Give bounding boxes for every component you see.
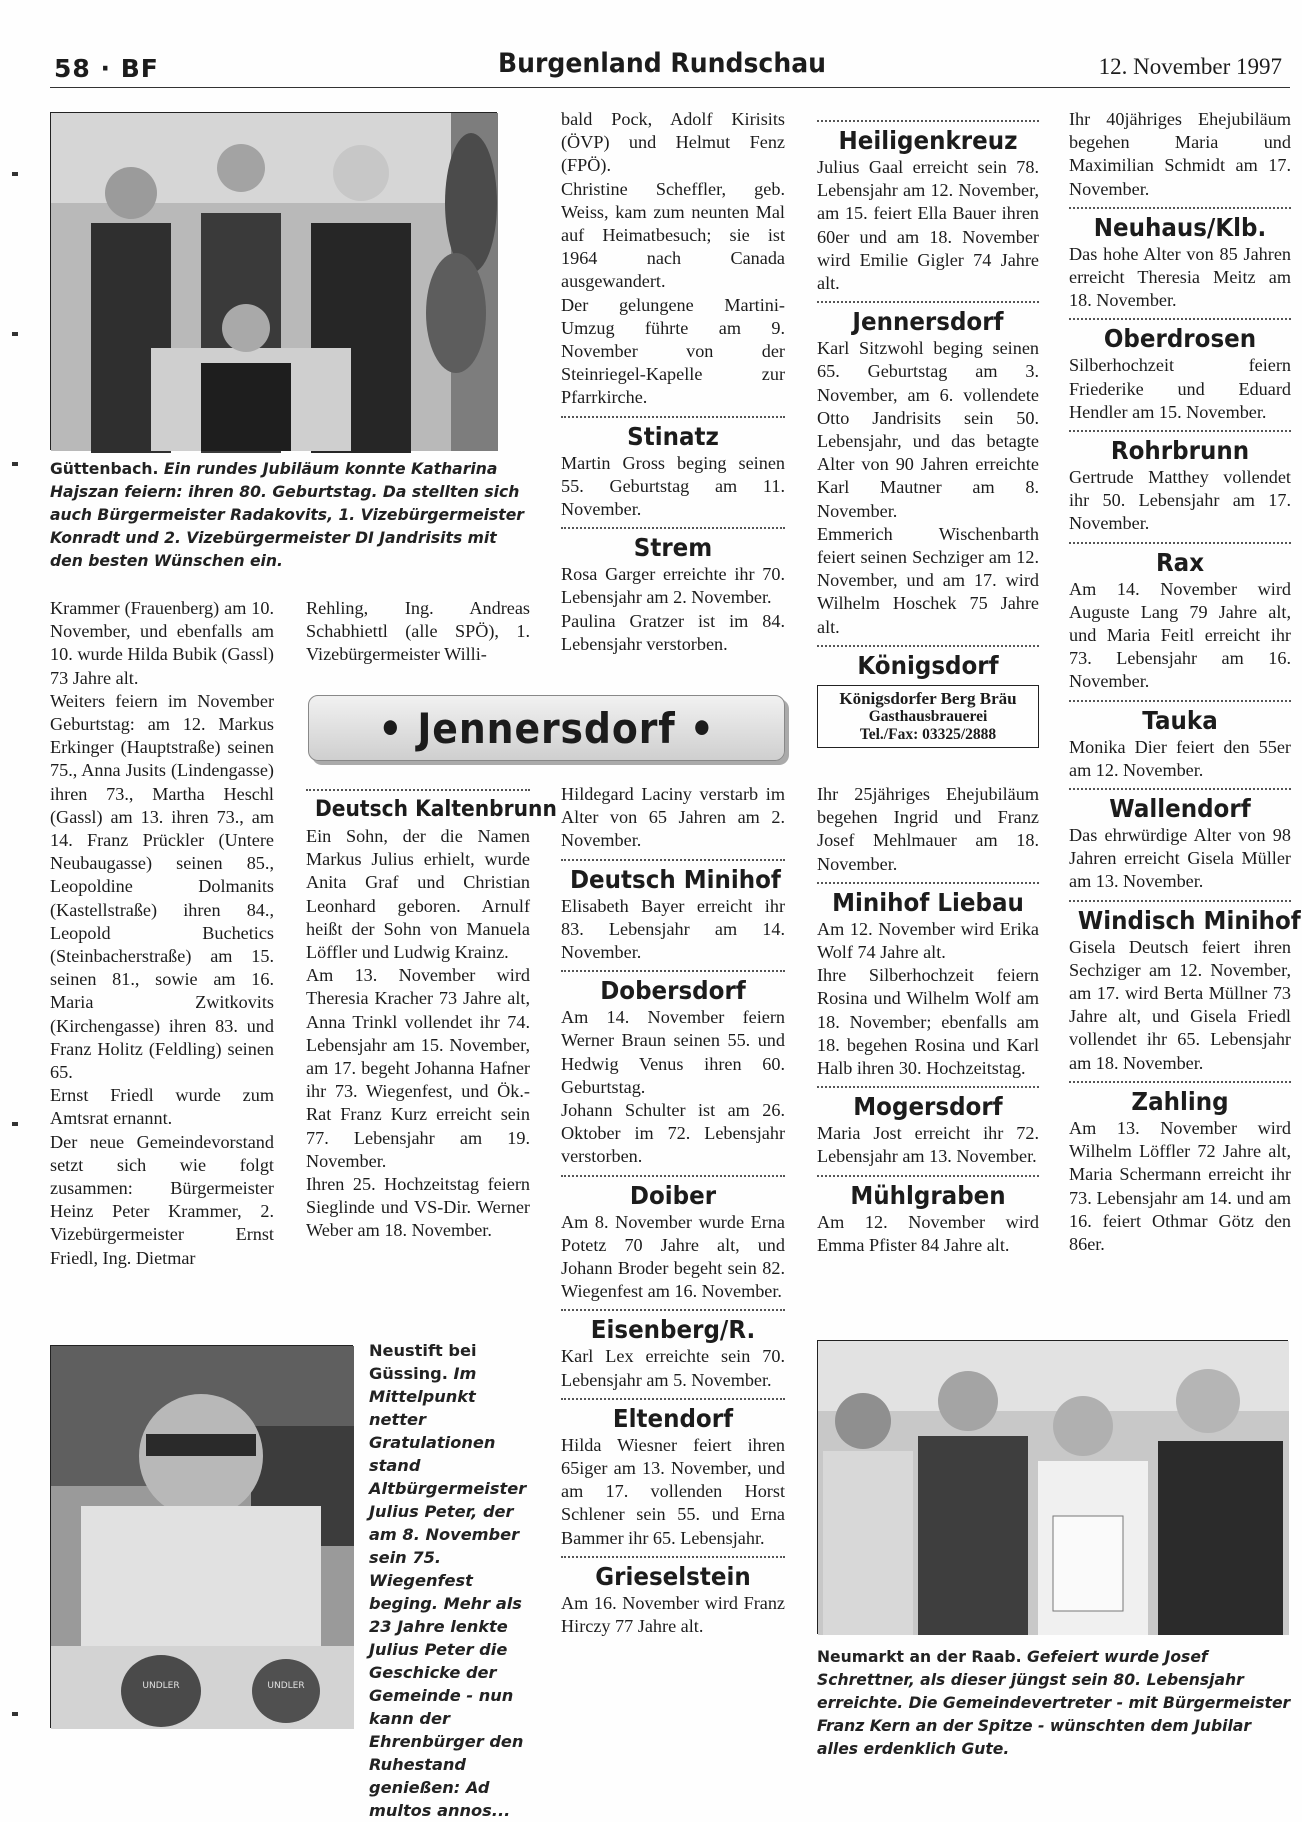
jug-label: UNDLER <box>267 1681 305 1691</box>
article-paragraph: Monika Dier feiert den 55er am 12. November. <box>1069 736 1291 780</box>
margin-mark <box>12 172 18 176</box>
neumarkt-caption <box>817 1646 1295 1761</box>
margin-mark <box>12 1122 18 1126</box>
article-paragraph: Ihr 25jähriges Ehejubiläum begehen Ingrid und Franz Josef Mehlmauer am 18. November. <box>817 784 1039 874</box>
ad-phone: Tel./Fax: 03325/2888 <box>859 725 997 743</box>
article-paragraph: Ein Sohn, der die Namen Markus Julius erhielt, wurde Anita Graf und Christian Leonhard geboren. Arnulf heißt der Sohn von Manuela Löffler und Ludwig Krainz. <box>306 826 530 963</box>
dotted-divider <box>1069 700 1291 702</box>
guettenbach-photo-image <box>51 113 498 451</box>
section-heading-windisch-minihof: Windisch Minihof <box>1077 905 1301 935</box>
section-heading-deutsch-minihof: Deutsch Minihof <box>569 864 781 894</box>
neustift-photo-image <box>51 1346 354 1729</box>
section-heading-jennersdorf: Jennersdorf <box>852 307 1004 337</box>
article-paragraph: Am 12. November wird Emma Pfister 84 Jahre alt. <box>817 1211 1039 1255</box>
article-paragraph: Paulina Gratzer ist im 84. Lebensjahr verstorben. <box>561 610 785 654</box>
article-paragraph: Rehling, Ing. Andreas Schabhiettl (alle SPÖ), 1. Vizebürgermeister Willi- <box>306 598 530 665</box>
article-paragraph: Am 13. November wird Wilhelm Löffler 72 Jahre alt, Maria Schermann erreicht ihr 73. Lebensjahr am 14. und am 16. feiert Othmar Götz den 86er. <box>1069 1117 1291 1254</box>
article-paragraph: Am 16. November wird Franz Hirczy 77 Jahre alt. <box>561 1592 785 1637</box>
article-paragraph: Am 13. November wird Theresia Kracher 73 Jahre alt, Anna Trinkl vollendet ihr 74. Lebensjahr am 15. November, am 17. begeht Johanna Hafner ihr 73. Wiegenfest, und Ök.-Rat Franz Kurz erreicht sein 77. Lebensjahr am 19. November. <box>306 965 530 1171</box>
article-paragraph: Hildegard Laciny verstarb im Alter von 65 Jahren am 2. November. <box>561 784 785 851</box>
article-paragraph: Elisabeth Bayer erreicht ihr 83. Lebensjahr am 14. November. <box>561 895 785 963</box>
caption-text: Im Mittelpunkt netter Gratulationen stand Altbürgermeister Julius Peter, der am 8. November sein 75. Wiegenfest beging. Mehr als 23 Jahre lenkte Julius Peter die Geschicke der Gemeinde - nun kann der Ehrenbürger den Ruhestand genießen: Ad multos annos... <box>369 1364 527 1820</box>
section-heading-eisenberg: Eisenberg/R. <box>590 1315 756 1345</box>
guettenbach-photo <box>50 112 497 450</box>
neumarkt-photo <box>817 1340 1288 1634</box>
section-heading-muehlgraben: Mühlgraben <box>850 1180 1006 1210</box>
article-paragraph: Karl Lex erreichte sein 70. Lebensjahr am 5. November. <box>561 1346 785 1390</box>
section-heading-mogersdorf: Mogersdorf <box>853 1092 1003 1122</box>
article-paragraph: Maria Jost erreicht ihr 72. Lebensjahr am 13. November. <box>817 1123 1039 1167</box>
section-heading-eltendorf: Eltendorf <box>612 1403 734 1433</box>
neumarkt-photo-image <box>818 1341 1289 1635</box>
article-paragraph: Johann Schulter ist am 26. Oktober im 72. Lebensjahr verstorben. <box>561 1100 785 1167</box>
dotted-divider <box>561 1398 785 1400</box>
column-5 <box>1069 108 1301 1256</box>
article-paragraph: Julius Gaal erreicht sein 78. Lebensjahr am 12. November, am 15. feiert Ella Bauer ihren 60er und am 18. November wird Emilie Gigler 74 Jahre alt. <box>817 157 1039 294</box>
column-3-top <box>561 108 785 656</box>
article-paragraph: Silberhochzeit feiern Friederike und Eduard Hendler am 15. November. <box>1069 355 1291 422</box>
article-paragraph: Christine Scheffler, geb. Weiss, kam zum neunten Mal auf Heimatbesuch; sie ist 1964 nach Canada ausgewandert. <box>561 178 785 292</box>
dotted-divider <box>306 789 530 791</box>
section-heading-neuhaus: Neuhaus/Klb. <box>1093 212 1267 242</box>
column-2-bottom <box>306 783 557 1243</box>
section-heading-heiligenkreuz: Heiligenkreuz <box>838 126 1018 155</box>
article-paragraph: Am 12. November wird Erika Wolf 74 Jahre alt. <box>817 918 1039 963</box>
dotted-divider <box>817 120 1039 122</box>
neustift-caption <box>369 1339 533 1822</box>
page-number: 58 · BF <box>54 54 159 83</box>
dotted-divider <box>1069 318 1291 320</box>
article-paragraph: Hilda Wiesner feiert ihren 65iger am 13. November, und am 17. vollenden Horst Schlener sein 55. und Erna Bammer ihr 65. Lebensjahr. <box>561 1434 785 1548</box>
article-paragraph: Ihr 40jähriges Ehejubiläum begehen Maria und Maximilian Schmidt am 17. November. <box>1069 109 1291 199</box>
section-heading-rohrbrunn: Rohrbrunn <box>1110 436 1250 466</box>
article-paragraph: Das hohe Alter von 85 Jahren erreicht Theresia Meitz am 18. November. <box>1069 243 1291 311</box>
section-heading-koenigsdorf: Königsdorf <box>857 650 999 680</box>
article-paragraph: Martin Gross beging seinen 55. Geburtstag am 11. November. <box>561 452 785 520</box>
section-heading-grieselstein: Grieselstein <box>595 1561 751 1591</box>
section-heading-doiber: Doiber <box>629 1180 717 1210</box>
caption-text: Ein rundes Jubiläum konnte Katharina Hajszan feiern: ihren 80. Geburtstag. Da stellten sich auch Bürgermeister Radakovits, 1. Vizebürgermeister Konradt und 2. Vizebürgermeister DI Jandrisits mit den besten Wünschen ein. <box>50 460 524 570</box>
column-3-bottom <box>561 783 785 1638</box>
article-paragraph: Das ehrwürdige Alter von 98 Jahren erreicht Gisela Müller am 13. November. <box>1069 825 1291 892</box>
dotted-divider <box>561 859 785 861</box>
ad-subtitle: Gasthausbrauerei <box>868 707 988 725</box>
article-paragraph: Der gelungene Martini-Umzug führte am 9. November von der Steinriegel-Kapelle zur Pfarrkirche. <box>561 294 785 408</box>
neustift-photo <box>50 1345 353 1728</box>
caption-lead: Güttenbach. <box>50 460 159 478</box>
article-paragraph: bald Pock, Adolf Kirisits (ÖVP) und Helmut Fenz (FPÖ). <box>561 109 785 176</box>
article-paragraph: Emmerich Wischenbarth feiert seinen Sechziger am 12. November, und am 17. wird Wilhelm Hoschek 75 Jahre alt. <box>817 523 1039 637</box>
dotted-divider <box>817 882 1039 884</box>
dotted-divider <box>561 970 785 972</box>
dotted-divider <box>817 645 1039 647</box>
brewery-advertisement <box>817 685 1039 748</box>
section-heading-rax: Rax <box>1155 547 1205 577</box>
dotted-divider <box>1069 542 1291 544</box>
dotted-divider <box>1069 430 1291 432</box>
column-1-text <box>50 597 274 1270</box>
dotted-divider <box>561 1309 785 1311</box>
dotted-divider <box>1069 1081 1291 1083</box>
article-paragraph: Am 14. November feiern Werner Braun seinen 55. und Hedwig Venus ihren 60. Geburtstag. <box>561 1007 785 1097</box>
article-paragraph: Ernst Friedl wurde zum Amtsrat ernannt. <box>50 1085 274 1129</box>
article-paragraph: Ihren 25. Hochzeitstag feiern Sieglinde und VS-Dir. Werner Weber am 18. November. <box>306 1174 530 1241</box>
article-paragraph: Ihre Silberhochzeit feiern Rosina und Wilhelm Wolf am 18. November; ebenfalls am 18. begehen Rosina und Karl Halb ihren 30. Hochzeitstag. <box>817 965 1039 1079</box>
article-paragraph: Gertrude Matthey vollendet ihr 50. Lebensjahr am 17. November. <box>1069 467 1291 534</box>
caption-lead: Neustift bei Güssing. <box>369 1341 477 1383</box>
section-heading-wallendorf: Wallendorf <box>1109 794 1251 824</box>
article-paragraph: Der neue Gemeindevorstand setzt sich wie folgt zusammen: Bürgermeister Heinz Peter Krammer, 2. Vizebürgermeister Ernst Friedl, Ing. Dietmar <box>50 1131 274 1268</box>
article-paragraph: Am 14. November wird Auguste Lang 79 Jahre alt, und Maria Feitl erreicht ihr 73. Lebensjahr am 16. November. <box>1069 578 1291 692</box>
jennersdorf-banner <box>308 695 785 761</box>
jug-label: UNDLER <box>142 1681 180 1691</box>
dotted-divider <box>561 1556 785 1558</box>
margin-mark <box>12 332 18 336</box>
column-4-top <box>817 108 1039 750</box>
section-heading-deutsch-kaltenbrunn: Deutsch Kaltenbrunn <box>314 797 557 822</box>
dotted-divider <box>817 1175 1039 1177</box>
section-heading-oberdrosen: Oberdrosen <box>1103 324 1257 354</box>
dotted-divider <box>1069 207 1291 209</box>
margin-mark <box>12 462 18 466</box>
section-heading-tauka: Tauka <box>1142 705 1218 735</box>
section-heading-minihof-liebau: Minihof Liebau <box>832 887 1024 917</box>
section-heading-strem: Strem <box>633 533 713 563</box>
section-heading-zahling: Zahling <box>1131 1086 1229 1116</box>
article-paragraph: Rosa Garger erreichte ihr 70. Lebensjahr am 2. November. <box>561 564 785 608</box>
dotted-divider <box>1069 900 1291 902</box>
section-heading-stinatz: Stinatz <box>627 421 719 451</box>
caption-lead: Neumarkt an der Raab. <box>817 1648 1022 1666</box>
article-paragraph: Weiters feiern im November Geburtstag: am 12. Markus Erkinger (Hauptstraße) seinen 75., Anna Jusits (Lindengasse) ihren 73., Martha Heschl (Gassl) am 13. ihren 73., am 14. Franz Prückler (Untere Neubaugasse) seinen 85., Leopoldine Dolmanits (Kastellstraße) ihren 84., Leopold Buchetics (Steinbacherstraße) am 15. seinen 81., sowie am 16. Maria Zwitkovits (Kirchengasse) ihren 83. und Franz Holitz (Feldling) seinen 65. <box>50 690 274 1083</box>
dotted-divider <box>817 301 1039 303</box>
article-paragraph: Krammer (Frauenberg) am 10. November, und ebenfalls am 10. wurde Hilda Bubik (Gassl) 73 Jahre alt. <box>50 598 274 688</box>
ad-brewery-name: Königsdorfer Berg Bräu <box>839 688 1017 708</box>
section-heading-dobersdorf: Dobersdorf <box>600 976 746 1006</box>
dotted-divider <box>561 1175 785 1177</box>
article-paragraph: Gisela Deutsch feiert ihren Sechziger am 12. November, am 17. wird Berta Müllner 73 Jahre alt, und Gisela Friedl vollendet ihr 65. Lebensjahr am 18. November. <box>1069 936 1291 1073</box>
article-paragraph: Am 8. November wurde Erna Potetz 70 Jahre alt, und Johann Broder begeht sein 82. Wiegenfest am 16. November. <box>561 1211 785 1302</box>
dotted-divider <box>1069 788 1291 790</box>
banner-label: • Jennersdorf • <box>378 704 715 753</box>
newspaper-title: Burgenland Rundschau <box>498 48 827 79</box>
dotted-divider <box>561 416 785 418</box>
caption-text: Gefeiert wurde Josef Schrettner, als dieser jüngst sein 80. Lebensjahr erreichte. Die Gemeindevertreter - mit Bürgermeister Franz Kern an der Spitze - wünschten dem Jubilar alles erdenklich Gute. <box>817 1648 1291 1758</box>
column-4-bottom <box>817 783 1039 1257</box>
column-2-top-text <box>306 597 530 667</box>
guettenbach-caption <box>50 458 532 573</box>
issue-date: 12. November 1997 <box>1098 54 1282 79</box>
article-paragraph: Karl Sitzwohl beging seinen 65. Geburtstag am 3. November, am 6. vollendete Otto Jandrisits sein 50. Lebensjahr, und das betagte Alter von 90 Jahren erreichte Karl Mautner am 8. November. <box>817 338 1039 521</box>
page-header <box>50 44 1290 88</box>
margin-mark <box>12 1712 18 1716</box>
dotted-divider <box>817 1086 1039 1088</box>
dotted-divider <box>561 527 785 529</box>
